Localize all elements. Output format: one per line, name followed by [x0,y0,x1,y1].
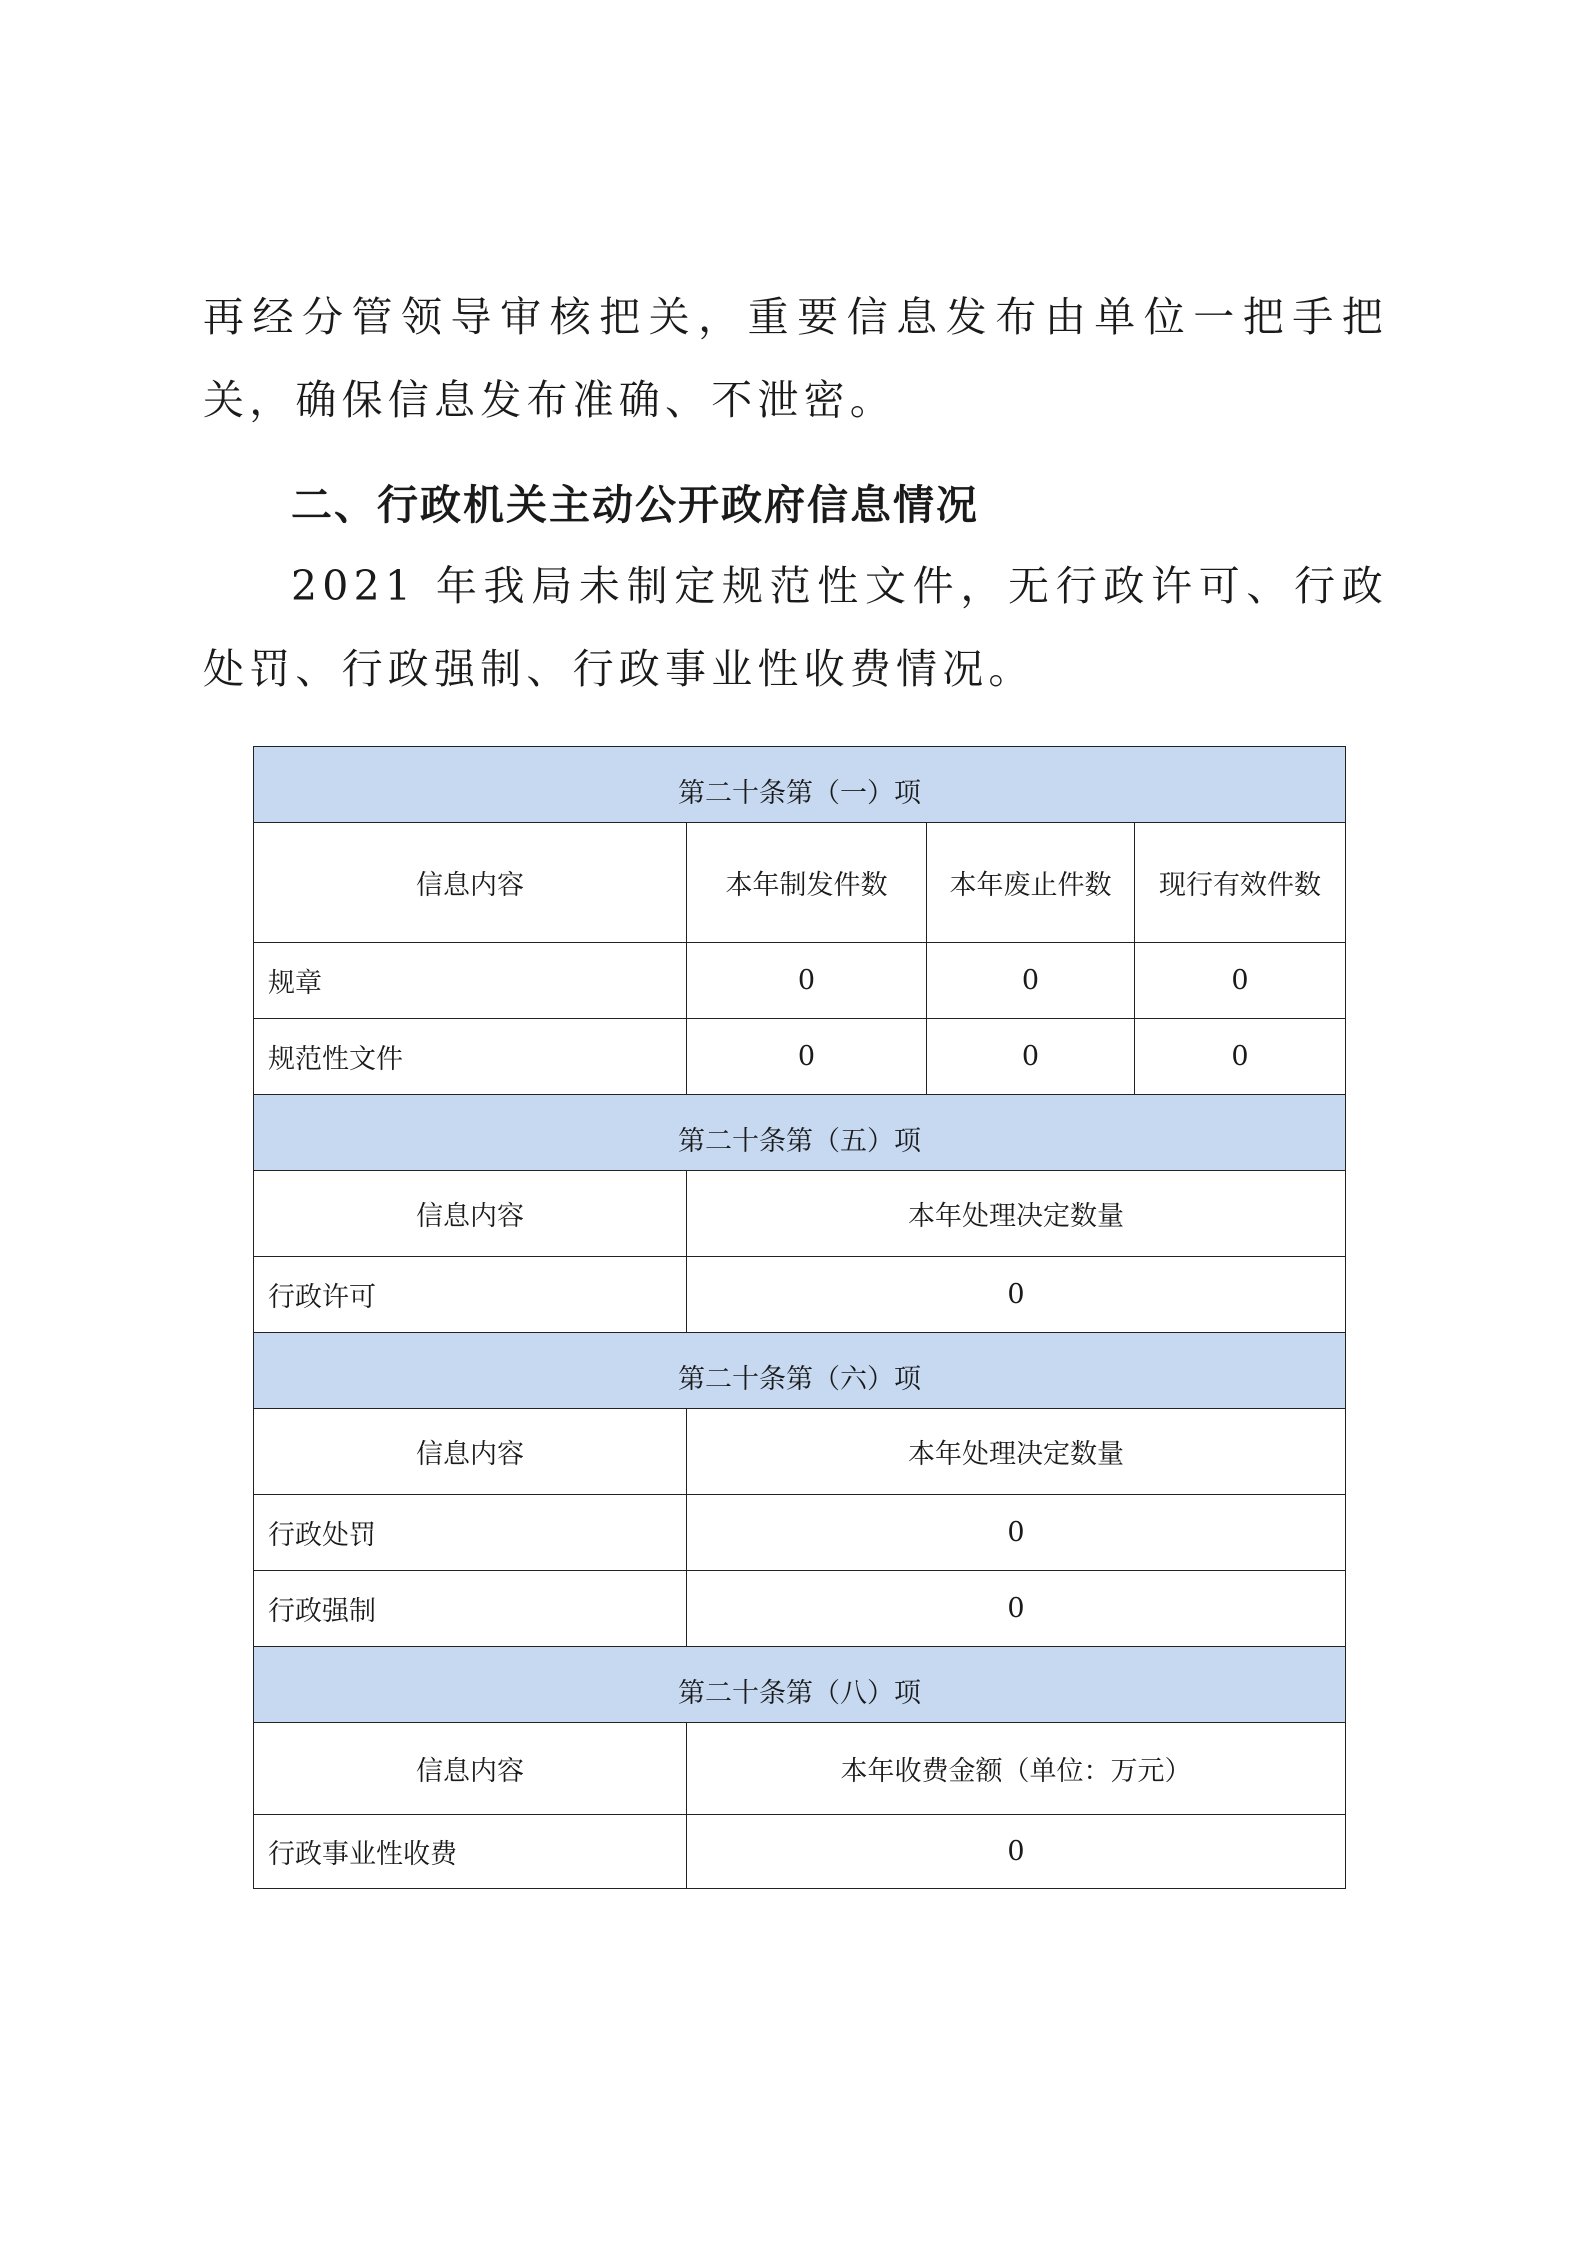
row-label: 规章 [254,943,687,1019]
cell-value: 0 [927,1019,1135,1095]
cell-value: 0 [687,1495,1346,1571]
row-label: 行政许可 [254,1257,687,1333]
cell-value: 0 [1135,1019,1346,1095]
column-header: 信息内容 [254,823,687,943]
cell-value: 0 [687,943,927,1019]
cell-value: 0 [927,943,1135,1019]
table-row [254,1571,1346,1647]
cell-value: 0 [1135,943,1346,1019]
table-row [254,1815,1346,1889]
section-title: 第二十条第（八）项 [254,1647,1346,1723]
section-title: 第二十条第（一）项 [254,747,1346,823]
table-header-row [254,1409,1346,1495]
column-header: 现行有效件数 [1135,823,1346,943]
paragraph-summary: 2021 年我局未制定规范性文件，无行政许可、行政处罚、行政强制、行政事业性收费情况。 [203,562,1388,693]
section-header-row [254,747,1346,823]
row-label: 行政事业性收费 [254,1815,687,1889]
column-header: 本年收费金额（单位：万元） [687,1723,1346,1815]
section-title: 第二十条第（六）项 [254,1333,1346,1409]
table-row [254,1257,1346,1333]
section-heading: 二、行政机关主动公开政府信息情况 [291,481,979,529]
table-row [254,943,1346,1019]
row-label: 规范性文件 [254,1019,687,1095]
table-row [254,1019,1346,1095]
cell-value: 0 [687,1019,927,1095]
section-title: 第二十条第（五）项 [254,1095,1346,1171]
paragraph-review: 再经分管领导审核把关，重要信息发布由单位一把手把关，确保信息发布准确、不泄密。 [203,293,1388,424]
cell-value: 0 [687,1257,1346,1333]
table-row [254,1495,1346,1571]
cell-value: 0 [687,1815,1346,1889]
column-header: 信息内容 [254,1723,687,1815]
table-header-row [254,1171,1346,1257]
table-header-row [254,823,1346,943]
column-header: 信息内容 [254,1171,687,1257]
column-header: 本年处理决定数量 [687,1409,1346,1495]
row-label: 行政处罚 [254,1495,687,1571]
cell-value: 0 [687,1571,1346,1647]
row-label: 行政强制 [254,1571,687,1647]
section-header-row [254,1647,1346,1723]
disclosure-table [253,746,1346,1889]
column-header: 本年处理决定数量 [687,1171,1346,1257]
section-header-row [254,1095,1346,1171]
section-header-row [254,1333,1346,1409]
column-header: 本年废止件数 [927,823,1135,943]
table-header-row [254,1723,1346,1815]
column-header: 信息内容 [254,1409,687,1495]
column-header: 本年制发件数 [687,823,927,943]
